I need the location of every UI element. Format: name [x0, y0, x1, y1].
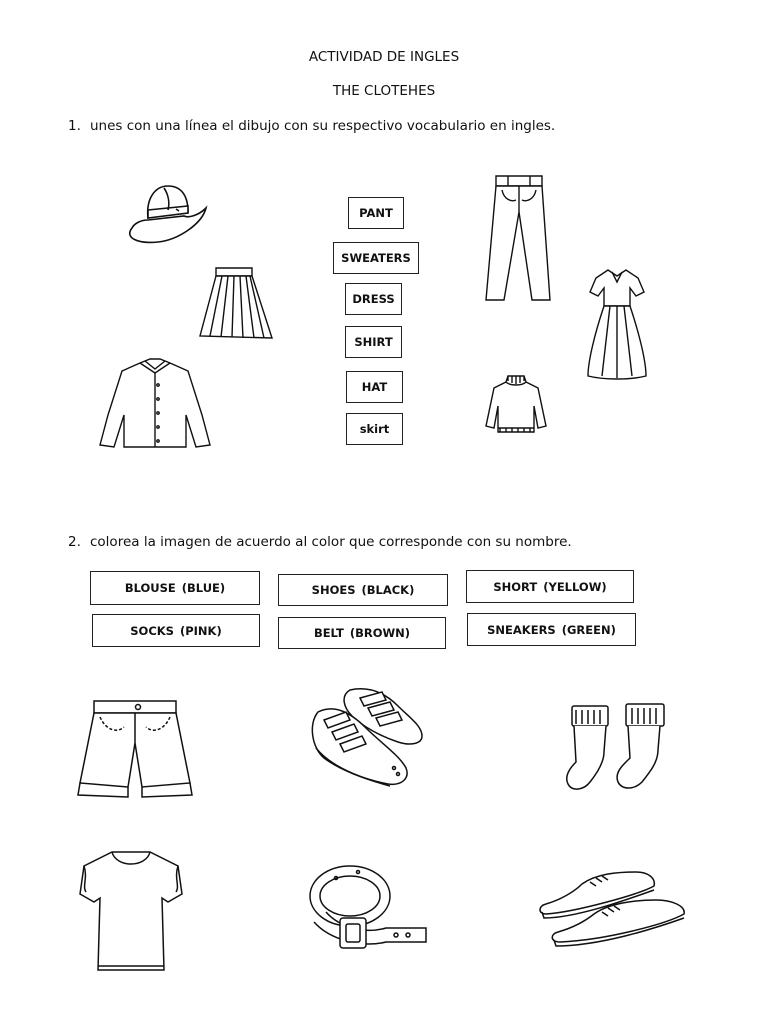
shirt-picture[interactable] [98, 355, 212, 451]
instruction-1 [68, 118, 555, 134]
blouse-picture[interactable] [78, 848, 184, 976]
page-subtitle: THE CLOTEHES [332, 83, 436, 99]
instruction-2 [68, 534, 572, 550]
word-box-dress[interactable]: DRESS [345, 283, 402, 315]
page-title: ACTIVIDAD DE INGLES [308, 49, 460, 65]
dress-picture[interactable] [584, 266, 650, 382]
label-box-socks: SOCKS (PINK) [92, 614, 260, 647]
label-box-belt: BELT (BROWN) [278, 617, 446, 649]
hat-picture[interactable] [118, 180, 210, 250]
instruction-2-number: 2. [68, 534, 81, 550]
socks-picture[interactable] [562, 702, 670, 794]
pants-picture[interactable] [482, 172, 554, 304]
sweater-picture[interactable] [484, 370, 548, 436]
label-box-short: SHORT (YELLOW) [466, 570, 634, 603]
word-box-skirt[interactable]: skirt [346, 413, 403, 445]
label-box-blouse: BLOUSE (BLUE) [90, 571, 260, 605]
sneakers-picture[interactable] [310, 684, 426, 796]
instruction-1-number: 1. [68, 118, 81, 134]
shorts-picture[interactable] [76, 697, 194, 799]
word-box-sweaters[interactable]: SWEATERS [333, 242, 419, 274]
instruction-1-text: unes con una línea el dibujo con su respectivo vocabulario en ingles. [90, 118, 556, 134]
skirt-picture[interactable] [196, 266, 278, 342]
word-box-shirt[interactable]: SHIRT [345, 326, 402, 358]
instruction-2-text: colorea la imagen de acuerdo al color que corresponde con su nombre. [90, 534, 572, 550]
label-box-shoes: SHOES (BLACK) [278, 574, 448, 606]
word-box-hat[interactable]: HAT [346, 371, 403, 403]
belt-picture[interactable] [306, 858, 432, 954]
word-box-pant[interactable]: PANT [348, 197, 404, 229]
shoes-picture[interactable] [536, 864, 690, 952]
label-box-sneakers: SNEAKERS (GREEN) [467, 613, 636, 646]
